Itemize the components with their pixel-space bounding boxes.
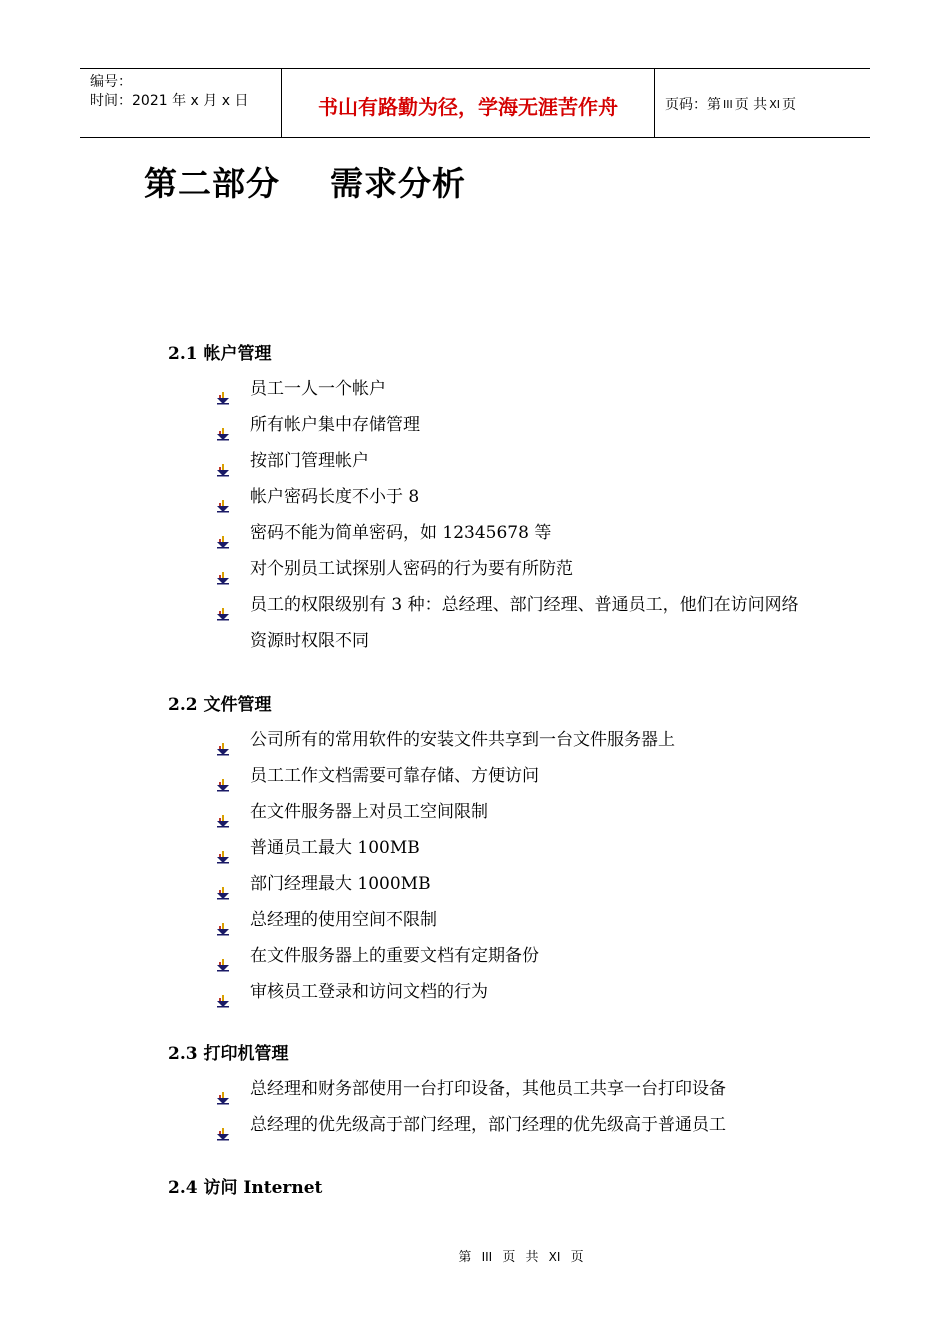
section-file-management (168, 693, 810, 1010)
footer-first: 第 (458, 1250, 472, 1265)
list-item: 总经理的使用空间不限制 (168, 902, 810, 938)
arrow-down-bullet-icon (216, 841, 230, 855)
section-printer-management (168, 1042, 810, 1143)
list-item: 审核员工登录和访问文档的行为 (168, 974, 810, 1010)
arrow-down-bullet-icon (216, 418, 230, 432)
list-item: 员工工作文档需要可靠存储、方便访问 (168, 758, 810, 794)
arrow-down-bullet-icon (216, 1118, 230, 1132)
bullet-list (168, 371, 810, 659)
footer-last: 页 (570, 1250, 584, 1265)
list-item: 普通员工最大 100MB (168, 830, 810, 866)
page-header (80, 68, 870, 138)
section-heading: 2.3 打印机管理 (168, 1044, 289, 1064)
header-number-label: 编号： (90, 74, 132, 90)
arrow-down-bullet-icon (216, 913, 230, 927)
list-item: 总经理和财务部使用一台打印设备，其他员工共享一台打印设备 (168, 1071, 810, 1107)
header-motto: 书山有路勤为径，学海无涯苦作舟 (282, 69, 655, 137)
footer-mid2: 共 (525, 1250, 539, 1265)
page-title: 第二部分 需求分析 (144, 164, 466, 203)
list-item: 帐户密码长度不小于 8 (168, 479, 810, 515)
list-item: 所有帐户集中存储管理 (168, 407, 810, 443)
arrow-down-bullet-icon (216, 598, 230, 612)
arrow-down-bullet-icon (216, 454, 230, 468)
section-heading: 2.4 访问 Internet (168, 1178, 323, 1198)
header-page-end: 页 (781, 97, 796, 113)
list-item: 员工的权限级别有 3 种：总经理、部门经理、普通员工，他们在访问网络资源时权限不同 (168, 587, 810, 659)
header-page-total: XI (769, 97, 780, 111)
list-item: 公司所有的常用软件的安装文件共享到一台文件服务器上 (168, 722, 810, 758)
header-page-current: III (723, 97, 733, 111)
bullet-list (168, 1071, 810, 1143)
header-page-info (655, 69, 870, 137)
arrow-down-bullet-icon (216, 805, 230, 819)
list-item: 总经理的优先级高于部门经理，部门经理的优先级高于普通员工 (168, 1107, 810, 1143)
bullet-list (168, 722, 810, 1010)
footer-total-pages: XI (548, 1250, 561, 1264)
arrow-down-bullet-icon (216, 562, 230, 576)
list-item: 密码不能为简单密码，如 12345678 等 (168, 515, 810, 551)
section-internet-access (168, 1176, 322, 1200)
page-footer (0, 1246, 950, 1265)
footer-current-page: III (481, 1250, 493, 1264)
arrow-down-bullet-icon (216, 769, 230, 783)
list-item: 在文件服务器上对员工空间限制 (168, 794, 810, 830)
section-account-management (168, 342, 810, 659)
header-time-label: 时间：2021 年 x 月 x 日 (90, 93, 249, 109)
arrow-down-bullet-icon (216, 733, 230, 747)
footer-mid1: 页 (502, 1250, 516, 1265)
arrow-down-bullet-icon (216, 985, 230, 999)
header-page-label: 页码：第 (665, 97, 721, 113)
section-heading: 2.2 文件管理 (168, 695, 272, 715)
arrow-down-bullet-icon (216, 526, 230, 540)
header-page-mid: 页 共 (734, 97, 768, 113)
list-item: 在文件服务器上的重要文档有定期备份 (168, 938, 810, 974)
arrow-down-bullet-icon (216, 877, 230, 891)
list-item: 员工一人一个帐户 (168, 371, 810, 407)
arrow-down-bullet-icon (216, 490, 230, 504)
section-heading: 2.1 帐户管理 (168, 344, 272, 364)
header-meta (80, 69, 282, 137)
list-item: 按部门管理帐户 (168, 443, 810, 479)
arrow-down-bullet-icon (216, 949, 230, 963)
list-item: 部门经理最大 1000MB (168, 866, 810, 902)
arrow-down-bullet-icon (216, 1082, 230, 1096)
list-item: 对个别员工试探别人密码的行为要有所防范 (168, 551, 810, 587)
arrow-down-bullet-icon (216, 382, 230, 396)
